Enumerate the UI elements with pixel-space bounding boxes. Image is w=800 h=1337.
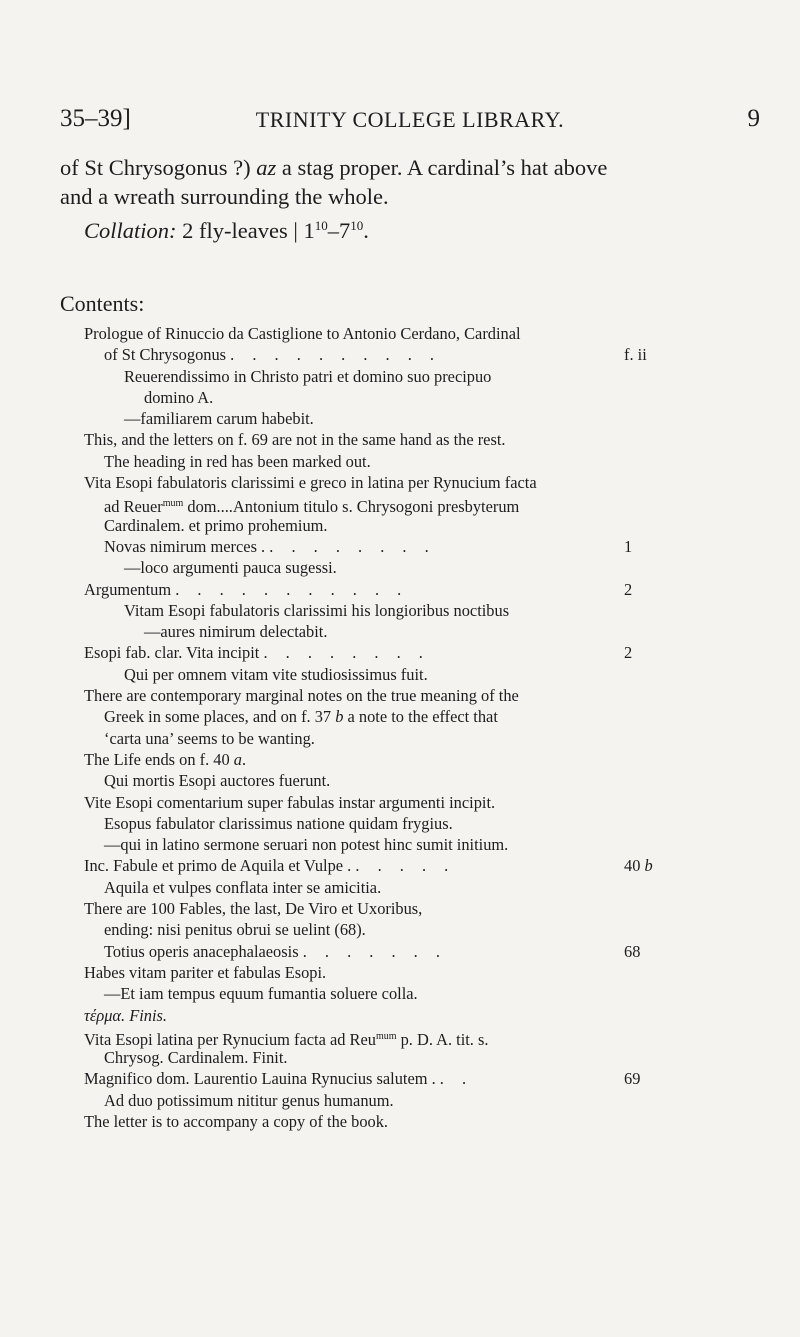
contents-entry [84,813,684,834]
contents-entry [84,664,684,685]
contents-list [84,323,684,1132]
folio-number: 2 [624,643,633,663]
leader-dots: . . . . . . . . . . [230,345,442,365]
entry-text: Novas nimirum merces . [104,536,266,556]
entry-text: Argumentum [84,579,172,599]
collation-mid: –7 [327,218,351,243]
folio-reference [624,1068,640,1089]
entry-text: Vite Esopi comentarium super fabulas instar argumenti incipit. [84,792,496,812]
collation-post: . [363,218,369,243]
folio-reference [624,642,632,663]
contents-entry [84,1005,684,1026]
entry-text: ad Reuer [104,497,163,517]
folio-number: 1 [624,536,633,556]
entry-text: There are 100 Fables, the last, De Viro et Uxoribus, [84,899,423,919]
description-text [60,153,780,243]
folio-reference [624,579,632,600]
collation-sup-2: 10 [350,218,364,233]
leader-dots: . . . . . [355,856,456,876]
entry-text: —loco argumenti pauca sugessi. [124,558,337,578]
contents-heading: Contents: [60,291,145,316]
entry-text: . [241,749,247,769]
folio-number: 68 [624,941,641,961]
entry-text: Prologue of Rinuccio da Castiglione to Antonio Cerdano, Cardinal [84,324,521,343]
entry-italic: a [233,749,242,769]
contents-entry [84,1068,684,1089]
entry-text: Greek in some places, and on f. 37 [104,707,336,727]
leader-dots: . . [439,1069,474,1089]
entry-text: This, and the letters on f. 69 are not in the same hand as the rest. [84,430,506,450]
running-head [60,105,760,141]
entry-text: —aures nimirum delectabit. [144,622,328,642]
leader-dots: . . . . . . . . . . . [175,579,409,599]
contents-entry [84,1026,684,1047]
entry-italic: b [335,707,344,727]
folio-reference [624,855,653,876]
contents-entry [84,770,684,791]
collation-label: Collation: [84,218,177,243]
entry-text: The heading in red has been marked out. [104,451,371,471]
entry-text: dom....Antonium titulo s. Chrysogoni presbyterum [183,497,520,517]
contents-entry [84,408,684,429]
contents-entry [84,1111,684,1132]
contents-entry [84,366,684,387]
entry-text: Vita Esopi fabulatoris clarissimi e greco in latina per Rynucium facta [84,473,537,493]
contents-entry [84,387,684,408]
intro-line-1-post: a stag proper. A cardinal’s hat above [281,155,608,180]
entry-text: The letter is to accompany a copy of the book. [84,1111,389,1131]
entry-text: Qui per omnem vitam vite studiosissimus fuit. [124,664,428,684]
entry-text: Chrysog. Cardinalem. Finit. [104,1048,288,1068]
folio-number: 69 [624,1069,641,1089]
collation-pre: 2 fly-leaves | 1 [182,218,315,243]
contents-entry [84,344,684,365]
entry-text: domino A. [144,387,214,407]
contents-entry [84,536,684,557]
page-range: 35–39] [60,105,131,132]
entry-text: Totius operis anacephalaeosis [104,941,299,961]
folio-suffix: b [644,856,653,876]
entry-text: Inc. Fabule et primo de Aquila et Vulpe . [84,856,352,876]
entry-text: ending: nisi penitus obrui se uelint (68). [104,920,366,940]
contents-entry [84,962,684,983]
entry-text: ‘carta una’ seems to be wanting. [104,728,315,748]
entry-text: Ad duo potissimum nititur genus humanum. [104,1090,394,1110]
entry-text: —qui in latino sermone seruari non potest hinc sumit initium. [104,835,509,855]
folio-number: f. ii [624,345,647,365]
entry-superscript: mum [162,498,184,510]
leader-dots: . . . . . . . . [269,536,436,556]
contents-entry [84,1047,684,1068]
folio-reference [624,941,640,962]
contents-entry [84,749,684,770]
entry-text: There are contemporary marginal notes on the true meaning of the [84,686,519,706]
contents-entry [84,429,684,450]
contents-entry [84,557,684,578]
entry-text: The Life ends on f. 40 [84,749,234,769]
entry-text: Vitam Esopi fabulatoris clarissimi his longioribus noctibus [124,600,510,620]
entry-text: Esopi fab. clar. Vita incipit [84,643,260,663]
contents-entry [84,579,684,600]
contents-entry [84,706,684,727]
entry-text: of St Chrysogonus [104,345,227,365]
folio-number: 40 [624,856,641,876]
contents-entry [84,941,684,962]
contents-entry [84,472,684,493]
entry-text: τέρμα. Finis. [84,1005,168,1025]
contents-entry [84,834,684,855]
contents-entry [84,919,684,940]
folio-reference [624,536,632,557]
contents-entry [84,685,684,706]
contents-entry [84,728,684,749]
running-title: TRINITY COLLEGE LIBRARY. [255,107,565,132]
contents-entry [84,1090,684,1111]
folio-number: 2 [624,579,633,599]
contents-entry [84,451,684,472]
contents-entry [84,600,684,621]
collation-sup-1: 10 [314,218,328,233]
contents-entry [84,642,684,663]
leader-dots: . . . . . . . . [263,643,430,663]
entry-text: Aquila et vulpes conflata inter se amicitia. [104,877,382,897]
entry-text: Esopus fabulator clarissimus natione quidam frygius. [104,813,453,833]
contents-entry [84,792,684,813]
leader-dots: . . . . . . . [302,941,447,961]
contents-entry [84,493,684,517]
collation-line [60,211,780,243]
entry-text: Qui mortis Esopi auctores fuerunt. [104,771,331,791]
entry-superscript: mum [375,1030,397,1042]
intro-line-2: and a wreath surrounding the whole. [60,184,389,209]
contents-entry [84,855,684,876]
contents-entry [84,983,684,1004]
entry-text: Habes vitam pariter et fabulas Esopi. [84,962,327,982]
contents-entry [84,515,684,536]
entry-text: Cardinalem. et primo prohemium. [104,515,328,535]
entry-text: Reuerendissimo in Christo patri et domino suo precipuo [124,366,492,386]
intro-line-1-pre: of St Chrysogonus ?) [60,155,251,180]
intro-line-1 [60,153,780,182]
contents-entry [84,323,684,344]
page-number: 9 [747,105,760,132]
entry-text: p. D. A. tit. s. [396,1029,489,1049]
contents-entry [84,898,684,919]
entry-text: a note to the effect that [343,707,498,727]
entry-text: —Et iam tempus equum fumantia soluere colla. [104,984,418,1004]
entry-text: Vita Esopi latina per Rynucium facta ad Reu [84,1029,376,1049]
contents-entry [84,877,684,898]
entry-text: —familiarem carum habebit. [124,409,314,429]
entry-text: Magnifico dom. Laurentio Lauina Rynucius salutem . [84,1069,436,1089]
intro-line-1-em: az [256,155,277,180]
folio-reference [624,344,647,365]
contents-entry [84,621,684,642]
